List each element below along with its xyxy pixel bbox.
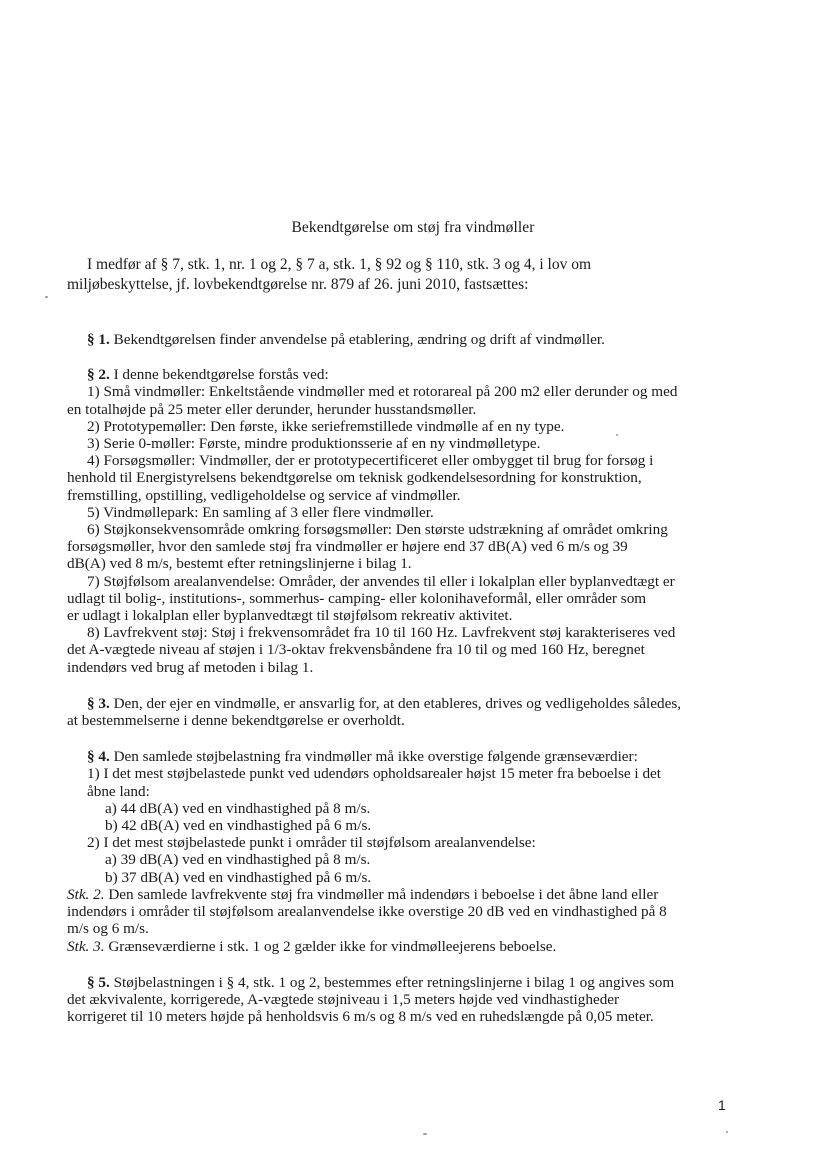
definition-line: er udlagt i lokalplan eller byplanvedtægt til støjfølsom rekreativ aktivitet. [67, 607, 513, 625]
section-text: Bekendtgørelsen finder anvendelse på etablering, ændring og drift af vindmøller. [109, 331, 605, 348]
scan-speck [423, 1133, 427, 1135]
page-number: 1 [718, 1097, 726, 1113]
preamble-line: miljøbeskyttelse, jf. lovbekendtgørelse nr. 879 af 26. juni 2010, fastsættes: [67, 276, 529, 293]
definition-line: 8) Lavfrekvent støj: Støj i frekvensområdet fra 10 til 160 Hz. Lavfrekvent støj karakteriseres ved [87, 624, 676, 642]
definition-line: dB(A) ved 8 m/s, bestemt efter retningslinjerne i bilag 1. [67, 555, 412, 573]
definition-line: udlagt til bolig-, institutions-, sommerhus- camping- eller kolonihaveformål, eller områder som [67, 589, 647, 607]
section-text: Støjbelastningen i § 4, stk. 1 og 2, bestemmes efter retningslinjerne i bilag 1 og angives som [109, 973, 675, 991]
definition-line: 6) Støjkonsekvensområde omkring forsøgsmøller: Den største udstrækning af området omkring [87, 521, 668, 539]
limit-line: 2) I det mest støjbelastede punkt i områder til støjfølsom arealanvendelse: [87, 834, 536, 852]
section-4 [67, 748, 743, 954]
section-3 [67, 695, 743, 729]
document-title: Bekendtgørelse om støj fra vindmøller [291, 219, 535, 236]
section-text: Den samlede støjbelastning fra vindmøller må ikke overstige følgende grænseværdier: [109, 748, 638, 766]
definition-line: 1) Små vindmøller: Enkeltstående vindmøller med et rotorareal på 200 m2 eller derunder og med [87, 383, 678, 401]
definition-line: forsøgsmøller, hvor den samlede støj fra vindmøller er højere end 37 dB(A) ved 6 m/s og 39 [67, 538, 628, 556]
section-sign: § 3. [87, 694, 110, 712]
definition-line: 2) Prototypemøller: Den første, ikke seriefremstillede vindmølle af en ny type. [87, 417, 565, 435]
limit-line: åbne land: [87, 782, 150, 800]
stk-text: m/s og 6 m/s. [67, 920, 149, 938]
definition-line: det A-vægtede niveau af støjen i 1/3-oktav frekvensbåndene fra 10 til og med 160 Hz, beregnet [67, 641, 645, 659]
definition-line: fremstilling, opstilling, vedligeholdelse og service af vindmøller. [67, 486, 461, 504]
definition-line: en totalhøjde på 25 meter eller derunder, herunder husstandsmøller. [67, 400, 477, 418]
preamble-line: I medfør af § 7, stk. 1, nr. 1 og 2, § 7 a, stk. 1, § 92 og § 110, stk. 3 og 4, i lov om [87, 256, 592, 273]
section-sign: § 4. [87, 748, 110, 766]
section-2 [67, 366, 743, 676]
section-sign: § 1. [87, 331, 110, 348]
stk-text: Den samlede lavfrekvente støj fra vindmøller må indendørs i beboelse i det åbne land eller [104, 885, 659, 903]
definition-line: indendørs ved brug af metoden i bilag 1. [67, 658, 314, 676]
definition-line: 4) Forsøgsmøller: Vindmøller, der er prototypecertificeret eller ombygget til brug for forsøg i [87, 452, 654, 470]
document-body [67, 331, 743, 1044]
section-5 [67, 974, 743, 1026]
section-sign: § 5. [87, 973, 110, 991]
stk-text: Grænseværdierne i stk. 1 og 2 gælder ikke for vindmølleejerens beboelse. [104, 937, 557, 955]
section-text: at bestemmelserne i denne bekendtgørelse er overholdt. [67, 712, 405, 730]
limit-line: 1) I det mest støjbelastede punkt ved udendørs opholdsarealer højst 15 meter fra beboelse i det [87, 765, 662, 783]
definition-line: 7) Støjfølsom arealanvendelse: Områder, der anvendes til eller i lokalplan eller byplanvedtægt er [87, 572, 675, 590]
stk-label: Stk. 2. [67, 885, 105, 903]
definition-line: 5) Vindmøllepark: En samling af 3 eller flere vindmøller. [87, 503, 434, 521]
section-text: I denne bekendtgørelse forstås ved: [109, 366, 329, 384]
stk-text: indendørs i områder til støjfølsom arealanvendelse ikke overstige 20 dB ved en vindhastighed på 8 [67, 903, 667, 921]
scan-speck [616, 434, 618, 436]
limit-value: b) 42 dB(A) ved en vindhastighed på 6 m/s. [105, 817, 372, 835]
limit-value: a) 44 dB(A) ved en vindhastighed på 8 m/s. [105, 799, 371, 817]
limit-value: a) 39 dB(A) ved en vindhastighed på 8 m/s. [105, 851, 371, 869]
stk-label: Stk. 3. [67, 937, 105, 955]
section-text: det ækvivalente, korrigerede, A-vægtede støjniveau i 1,5 meters højde ved vindhastigheder [67, 990, 620, 1008]
scan-speck [726, 1131, 728, 1133]
section-1 [67, 331, 743, 348]
limit-value: b) 37 dB(A) ved en vindhastighed på 6 m/s. [105, 868, 372, 886]
section-sign: § 2. [87, 366, 110, 384]
section-text: korrigeret til 10 meters højde på henholdsvis 6 m/s og 8 m/s ved en ruhedslængde på 0,05 meter. [67, 1008, 654, 1026]
scan-speck [45, 296, 48, 298]
section-text: Den, der ejer en vindmølle, er ansvarlig for, at den etableres, drives og vedligeholdes således, [109, 694, 682, 712]
definition-line: 3) Serie 0-møller: Første, mindre produktionsserie af en ny vindmølletype. [87, 435, 541, 453]
definition-line: henhold til Energistyrelsens bekendtgørelse om teknisk godkendelsesordning for konstruktion, [67, 469, 642, 487]
preamble [67, 255, 767, 295]
